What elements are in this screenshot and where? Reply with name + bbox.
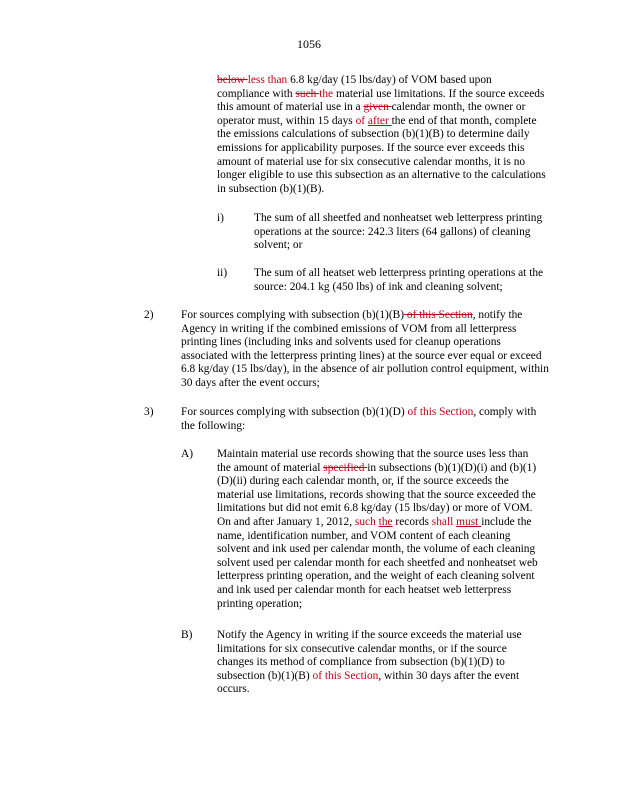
body-text: Maintain material use records showing that the source uses less than the amount of material <box>217 448 529 474</box>
body-text: For sources complying with subsection (b)(1)(D) <box>181 406 408 418</box>
body-text: Notify the Agency in writing if the source exceeds the material use limitations for six consecutive calendar months, or if the source changes its method of compliance from subsection (b)(1)(D) to subsection (b)(1)(B) <box>217 629 522 682</box>
inserted-text: shall <box>431 515 457 528</box>
item-2-label: 2) <box>144 309 154 321</box>
deleted-text: such <box>295 87 320 100</box>
item-ii-text: The sum of all heatset web letterpress printing operations at the source: 204.1 kg (450 lbs) of ink and cleaning solvent; <box>254 267 544 293</box>
page-number: 1056 <box>297 37 321 51</box>
body-text: , comply with the following: <box>181 406 537 432</box>
item-ii-label: ii) <box>217 267 228 279</box>
body-text: records <box>392 515 432 528</box>
inserted-text: of this Section <box>312 669 379 682</box>
body-text: material use limitations. If the source exceeds this amount of material use in a <box>217 87 545 114</box>
deleted-text: of this Section <box>404 309 473 321</box>
inserted-text: of this Section <box>407 406 474 418</box>
body-text: the end of that month, complete the emissions calculations of subsection (b)(1)(B) to determine daily emissions for applicability purposes. If the source ever exceeds this amount of material use for six consecutive calendar months, it is no longer eligible to use this subsection as an alternative to the calculations in subsection (b)(1)(B). <box>217 114 546 195</box>
item-3-label: 3) <box>144 406 154 418</box>
inserted-text: must <box>456 515 482 528</box>
deleted-text: given <box>363 101 392 114</box>
body-text: in subsections (b)(1)(D)(i) and (b)(1)(D)(ii) during each calendar month, or, if the source exceeds the material use limitations, records showing that the source exceeded the limitations but did not emit 6.8 kg/day (15 lbs/day) or more of VOM. On and after January 1, 2012, <box>217 461 537 528</box>
inserted-text: the <box>378 515 393 528</box>
deleted-text: specified <box>323 461 368 474</box>
item-b-text <box>217 629 545 697</box>
inserted-text: after <box>367 114 392 127</box>
intro-paragraph <box>217 74 547 196</box>
item-a-label: A) <box>181 448 194 460</box>
item-b-label: B) <box>181 629 193 641</box>
item-i-text: The sum of all sheetfed and nonheatset web letterpress printing operations at the source: 242.3 liters (64 gallons) of cleaning solvent; or <box>254 212 543 252</box>
body-text: 6.8 kg/day (15 lbs/day) of VOM based upon compliance with <box>217 74 492 100</box>
item-a-text <box>217 448 545 611</box>
deleted-text: below <box>217 74 248 86</box>
body-text: For sources complying with subsection (b)(1)(B) <box>181 309 405 321</box>
item-2-text <box>181 309 549 391</box>
item-3-text <box>181 406 549 433</box>
inserted-text: less than <box>247 74 288 86</box>
body-text: include the name, identification number, and VOM content of each cleaning solvent and ink used per calendar month, the volume of each cleaning solvent used per calendar month for each sheetfed and nonheatset web letterpress printing operation, and the weight of each cleaning solvent and ink used per calendar month for each heatset web letterpress printing operation; <box>217 515 538 610</box>
body-text: , notify the Agency in writing if the combined emissions of VOM from all letterpress printing lines (including inks and solvents used for cleanup operations associated with the letterpress printing lines) at the source ever equal or exceed 6.8 kg/day (15 lbs/day), in the absence of air pollution control equipment, within 30 days after the event occurs; <box>181 309 549 389</box>
body-text: , within 30 days after the event occurs. <box>217 669 520 696</box>
inserted-text: of <box>355 114 368 127</box>
item-i-label: i) <box>217 212 224 224</box>
inserted-text: such <box>354 515 379 528</box>
inserted-text: the <box>319 87 334 100</box>
body-text: calendar month, the owner or operator must, within 15 days <box>217 101 526 127</box>
